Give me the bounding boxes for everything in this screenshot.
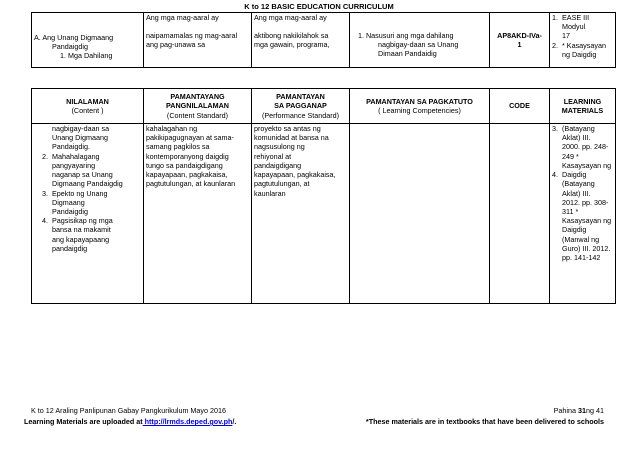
body-code-cell <box>490 124 550 304</box>
text-line: Kasaysayan ng <box>562 216 612 226</box>
text-line: (Batayang <box>562 124 595 133</box>
text-line: 249 * <box>562 151 579 161</box>
content-subitem: 1. Mga Dahilang <box>60 51 113 61</box>
text-line: (Manwal ng <box>562 234 600 244</box>
text-line: pp. 141-142 <box>562 253 601 263</box>
text-line: samang pagkilos sa <box>146 142 210 152</box>
header-performance-standard: PAMANTAYAN SA PAGGANAP (Performance Standard) <box>252 89 350 124</box>
list-number: 4. <box>552 170 558 180</box>
text-line: Kasaysayan ng <box>562 160 612 170</box>
list-number: 3. <box>42 188 48 198</box>
page-number: 31 <box>578 406 586 415</box>
text-line: kapayapaan, pagkakaisa, <box>254 170 336 180</box>
competency-line: Dimaan Pandaidig <box>378 49 437 59</box>
text-line: 311 * <box>562 206 579 216</box>
list-item <box>42 152 141 189</box>
curriculum-table <box>31 88 616 304</box>
top-competency-cell <box>350 13 490 68</box>
top-content-cell <box>32 13 144 68</box>
text-line: Aklat) III. <box>562 133 591 143</box>
material-item: 2. * Kasaysayan ng Daigdig <box>552 40 606 59</box>
text-line: Pandaigdig <box>52 206 88 216</box>
text-line: bansa na makamit <box>52 225 111 235</box>
list-item <box>552 170 613 262</box>
text-line: Daigdig <box>562 225 587 235</box>
top-standard-cell <box>144 13 252 68</box>
text-line: Digmaang Pandaigdig <box>52 179 123 189</box>
text-line: kaunlaran <box>254 188 286 198</box>
body-performance-cell <box>252 124 350 304</box>
text-line: komunidad at bansa na <box>254 133 329 143</box>
top-table <box>31 12 616 68</box>
top-materials-cell <box>550 13 616 68</box>
header-code: CODE <box>490 89 550 124</box>
curriculum-title: K to 12 BASIC EDUCATION CURRICULUM <box>244 2 394 11</box>
text-line: rehiyonal at <box>254 151 292 161</box>
text-line: Mahahalagang <box>52 151 100 161</box>
text-line: Aklat) III. <box>562 188 591 198</box>
list-item <box>42 189 141 217</box>
text-line: tungo sa pandaigdigang <box>146 160 223 170</box>
performance-line: mga gawain, programa, <box>254 40 330 50</box>
footer-materials: Learning Materials are uploaded at http://lrmds.deped.gov.ph/. <box>24 417 237 426</box>
text-line: Epekto ng Unang <box>52 188 108 198</box>
body-standard-cell <box>144 124 252 304</box>
header-materials: LEARNING MATERIALS <box>550 89 616 124</box>
text-line: nagsusulong ng <box>254 142 305 152</box>
header-content-standard: PAMANTAYANG PANGNILALAMAN (Content Standard) <box>144 89 252 124</box>
text-line: nagbigay-daan sa <box>52 124 110 133</box>
lrmds-link[interactable]: http://lrmds.deped.gov.ph <box>142 417 233 426</box>
text-line: Digmaang <box>52 197 85 207</box>
text-line: pangyayaring <box>52 160 96 170</box>
text-line: pandaigdig <box>52 243 88 253</box>
text-line: Unang Digmaang <box>52 133 108 143</box>
performance-intro: Ang mga mag-aaral ay <box>254 13 327 22</box>
content-heading-cont: Pandaigdig <box>52 42 88 52</box>
text-line: proyekto sa antas ng <box>254 124 321 133</box>
header-competencies: PAMANTAYAN SA PAGKATUTO ( Learning Competencies) <box>350 89 490 124</box>
body-materials-cell <box>550 124 616 304</box>
text-line: kahalagahan ng <box>146 124 198 133</box>
list-item <box>42 216 141 253</box>
top-code-cell <box>490 13 550 68</box>
standard-line: ang pag-unawa sa <box>146 40 206 50</box>
top-performance-cell <box>252 13 350 68</box>
text-line: Daigdig <box>562 170 587 180</box>
body-competency-cell <box>350 124 490 304</box>
list-number: 3. <box>552 124 558 133</box>
text-line: kontemporanyong daigdig <box>146 151 229 161</box>
text-line: pagtutulungan, at kaunlaran <box>146 179 236 189</box>
text-line: Pandaigdig. <box>52 142 90 152</box>
text-line: ang kapayapaang <box>52 234 110 244</box>
text-line: kapayapaan, pagkakaisa, <box>146 170 228 180</box>
standard-intro: Ang mga mag-aaral ay <box>146 13 219 22</box>
competency-line: nagbigay-daan sa Unang <box>378 40 459 50</box>
header-nilalaman: NILALAMAN (Content ) <box>32 89 144 124</box>
competency-code-cont: 1 <box>517 40 522 49</box>
body-content-cell <box>32 124 144 304</box>
text-line: pakikipagugnayan at sama- <box>146 133 234 143</box>
footer-page: Pahina 31ng 41 <box>553 406 604 415</box>
text-line: pagtutulungan, at <box>254 179 310 189</box>
header-row <box>32 89 616 124</box>
text-line: (Batayang <box>562 179 595 189</box>
text-line: pandaigdigang <box>254 160 302 170</box>
list-number: 2. <box>42 151 48 161</box>
list-item <box>552 124 613 170</box>
performance-line: aktibong nakikilahok sa <box>254 31 329 41</box>
competency-line: 1. Nasusuri ang mga dahilang <box>358 31 454 40</box>
material-item: 1. EASE III Modyul 17 <box>552 13 590 41</box>
footer-note: *These materials are in textbooks that have been delivered to schools <box>365 417 604 426</box>
text-line: naganap sa Unang <box>52 170 113 180</box>
footer-left: K to 12 Araling Panlipunan Gabay Pangkurikulum Mayo 2016 <box>31 406 226 415</box>
text-line: Pagsisikap ng mga <box>52 216 113 226</box>
content-heading: A. Ang Unang Digmaang <box>34 33 114 42</box>
text-line: Guro) III. 2012. <box>562 243 611 253</box>
list-number: 4. <box>42 216 48 226</box>
body-row <box>32 124 616 304</box>
text-line: 2012. pp. 308- <box>562 197 609 207</box>
standard-line: naipamamalas ng mag-aaral <box>146 31 238 41</box>
text-line: 2000. pp. 248- <box>562 142 609 152</box>
competency-code: AP8AKD-IVa- <box>497 30 542 40</box>
